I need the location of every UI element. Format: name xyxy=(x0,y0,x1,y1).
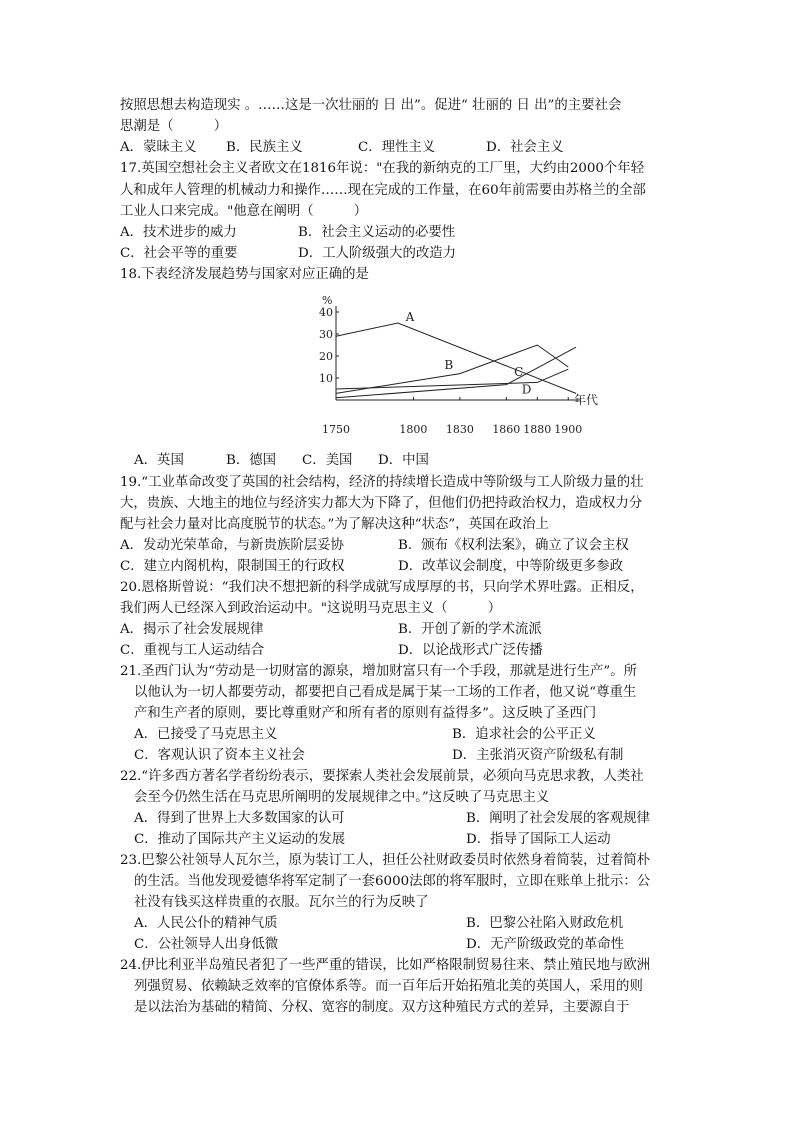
q22-option-a: A．得到了世界上大多数国家的认可 xyxy=(134,811,345,826)
q21-option-c: C．客观认识了资本主义社会 xyxy=(134,748,305,763)
q20-option-a: A．揭示了社会发展规律 xyxy=(120,622,264,637)
y-tick-label: 40 xyxy=(319,306,333,319)
x-tick-label: 1880 xyxy=(523,423,552,436)
chart-series xyxy=(336,323,576,398)
q23-stem-line-3: 社没有钱买这样贵重的衣服。瓦尔兰的行为反映了 xyxy=(134,895,429,910)
q17-stem-line-2: 人和成年人管理的机械动力和操作……现在完成的工作量，在60年前需要由苏格兰的全部 xyxy=(120,183,646,198)
y-tick-label: 30 xyxy=(319,328,333,341)
q21-stem-line-2: 以他认为一切人都要劳动，都要把自己看成是属于某一工场的工作者，他又说“尊重生 xyxy=(134,685,637,700)
q19-option-c: C．建立内阁机构，限制国王的行政权 xyxy=(120,559,345,574)
x-tick-label: 1800 xyxy=(399,423,428,436)
q22-stem-line-1: 22.“许多西方著名学者纷纷表示，要探索人类社会发展前景，必须向马克思求教，人类社 xyxy=(120,769,644,784)
q18-option-d: D．中国 xyxy=(378,453,429,468)
q23-option-d: D．无产阶级政党的革命性 xyxy=(466,937,625,952)
x-tick-label: 1750 xyxy=(322,423,350,436)
q17-option-b: B．社会主义运动的必要性 xyxy=(298,225,456,240)
series-line-c xyxy=(336,347,576,398)
q19-option-b: B．颁布《权利法案》，确立了议会主权 xyxy=(398,538,629,553)
q24-stem-line-2: 列强贸易、依赖缺乏效率的官僚体系等。而一百年后开始拓殖北美的英国人，采用的则 xyxy=(134,979,643,994)
q19-stem-line-3: 配与社会力量对比高度脱节的状态。”为了解决这种“状态”，英国在政治上 xyxy=(120,517,549,532)
q16-option-a: A．蒙昧主义 xyxy=(120,140,197,155)
q18-stem: 18.下表经济发展趋势与国家对应正确的是 xyxy=(120,267,369,282)
y-tick-label: 10 xyxy=(319,372,333,385)
q19-stem-line-2: 大，贵族、大地主的地位与经济实力都大为下降了，但他们仍把持政治权力，造成权力分 xyxy=(120,496,643,511)
q16-option-b: B．民族主义 xyxy=(226,140,303,155)
q20-option-d: D．以论战形式广泛传播 xyxy=(398,643,543,658)
q17-option-c: C．社会平等的重要 xyxy=(120,246,238,261)
x-tick-label: 1830 xyxy=(445,423,474,436)
q22-stem-line-2: 会至今仍然生活在马克思所阐明的发展规律之中。”这反映了马克思主义 xyxy=(134,790,550,805)
x-axis-label: 年代 xyxy=(574,393,599,407)
x-tick-label: 1900 xyxy=(554,423,583,436)
series-label-b: B xyxy=(444,358,454,373)
q17-option-a: A．技术进步的威力 xyxy=(120,225,237,240)
q22-option-d: D．指导了国际工人运动 xyxy=(466,832,611,847)
q21-stem-line-1: 21.圣西门认为“劳动是一切财富的源泉，增加财富只有一个手段，那就是进行生产”。所 xyxy=(120,664,638,679)
q18-option-a: A．英国 xyxy=(134,453,184,468)
q22-option-c: C．推动了国际共产主义运动的发展 xyxy=(134,832,346,847)
q23-option-c: C．公社领导人出身低微 xyxy=(134,937,279,952)
q24-stem-line-3: 是以法治为基础的精简、分权、宽容的制度。双方这种殖民方式的差异，主要源自于 xyxy=(134,1000,630,1015)
chart-axes xyxy=(322,294,598,407)
q21-option-d: D．主张消灭资产阶级私有制 xyxy=(452,748,624,763)
q21-option-a: A．已接受了马克思主义 xyxy=(134,727,278,742)
q18-line-chart xyxy=(306,294,606,442)
q23-option-a: A．人民公仆的精神气质 xyxy=(134,916,278,931)
series-label-c: C xyxy=(514,364,524,379)
q20-stem-line-2: 我们两人已经深入到政治运动中。"这说明马克思主义（ ） xyxy=(120,601,502,616)
q23-stem-line-2: 的生活。当他发现爱德华将军定制了一套6000法郎的将军服时，立即在账单上批示：公 xyxy=(134,874,651,889)
x-tick-label: 1860 xyxy=(492,423,521,436)
series-label-d: D xyxy=(521,382,532,397)
series-line-a xyxy=(336,323,576,393)
q19-option-a: A．发动光荣革命，与新贵族阶层妥协 xyxy=(120,538,344,553)
q16-option-c: C．理性主义 xyxy=(358,140,436,155)
q17-stem-line-1: 17.英国空想社会主义者欧文在1816年说："在我的新纳克的工厂里，大约由2000个年轻 xyxy=(120,161,645,176)
q17-stem-line-3: 工业人口来完成。"他意在阐明（ ） xyxy=(120,204,368,219)
series-label-a: A xyxy=(405,309,415,324)
q23-stem-line-1: 23.巴黎公社领导人瓦尔兰，原为装订工人，担任公社财政委员时依然身着简装，过着简朴 xyxy=(120,853,651,868)
q18-option-c: C．美国 xyxy=(302,453,353,468)
q19-option-d: D．改革议会制度，中等阶级更多参政 xyxy=(398,559,623,574)
q21-option-b: B．追求社会的公平正义 xyxy=(452,727,596,742)
q19-stem-line-1: 19.“工业革命改变了英国的社会结构，经济的持续增长造成中等阶级与工人阶级力量的壮 xyxy=(120,475,644,490)
q23-option-b: B．巴黎公社陷入财政危机 xyxy=(466,916,624,931)
q17-option-d: D．工人阶级强大的改造力 xyxy=(298,246,457,261)
q16-stem-line-1: 按照思想去构造现实 。……这是一次壮丽的 日 出”。促进“ 壮丽的 日 出”的主要社会 xyxy=(120,98,622,113)
y-tick-label: 20 xyxy=(319,350,333,363)
q20-option-c: C．重视与工人运动结合 xyxy=(120,643,265,658)
q22-option-b: B．阐明了社会发展的客观规律 xyxy=(466,811,650,826)
q20-stem-line-1: 20.恩格斯曾说：“我们决不想把新的科学成就写成厚厚的书，只向学术界吐露。正相反， xyxy=(120,580,644,595)
y-axis-label: % xyxy=(322,294,333,307)
q16-option-d: D．社会主义 xyxy=(486,140,564,155)
q16-stem-line-2: 思潮是（ ） xyxy=(120,119,228,134)
q18-option-b: B．德国 xyxy=(226,453,277,468)
q20-option-b: B．开创了新的学术流派 xyxy=(398,622,542,637)
q24-stem-line-1: 24.伊比利亚半岛殖民者犯了一些严重的错误，比如严格限制贸易往来、禁止殖民地与欧洲 xyxy=(120,958,651,973)
q21-stem-line-3: 产和生产者的原则，要比尊重财产和所有者的原则有益得多”。这反映了圣西门 xyxy=(134,706,597,721)
